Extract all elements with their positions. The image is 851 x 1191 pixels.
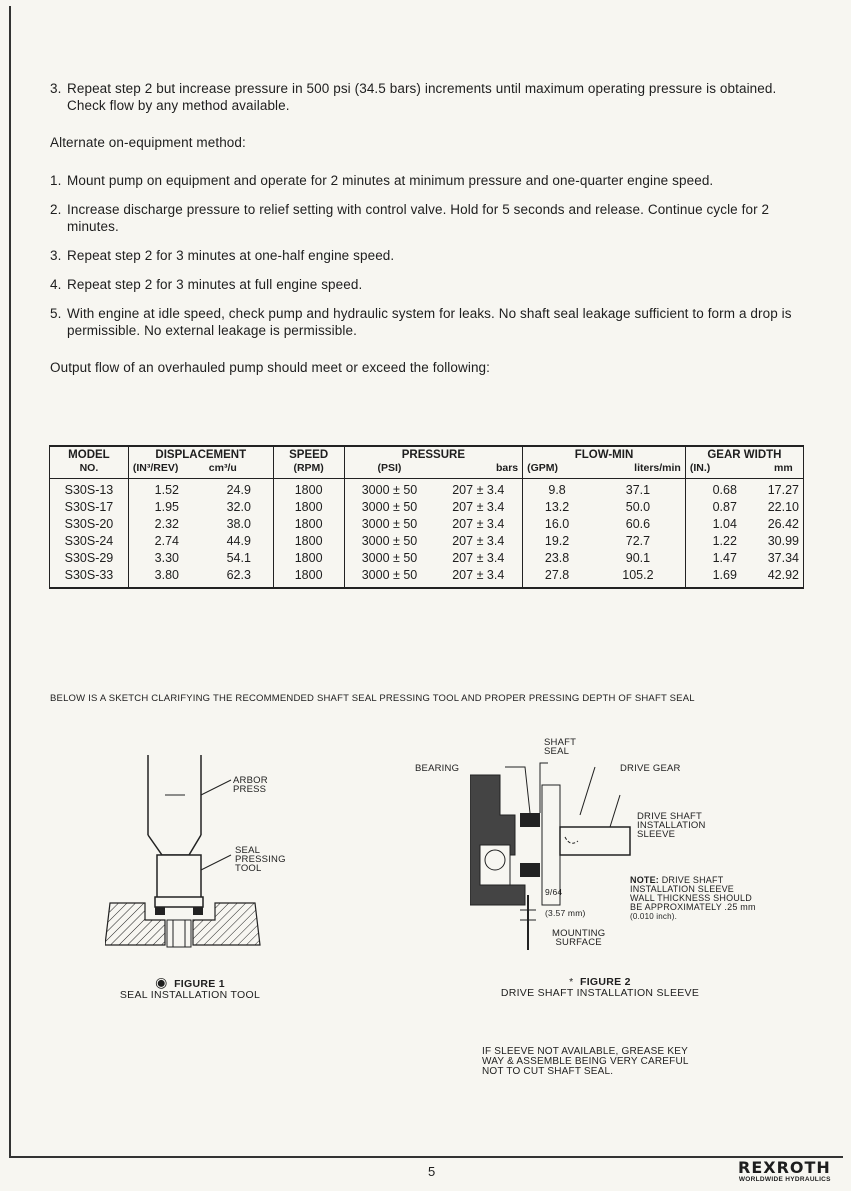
- output-flow-text: Output flow of an overhauled pump should meet or exceed the following:: [50, 360, 491, 375]
- col-pressure: PRESSURE: [344, 446, 523, 462]
- grease-note: IF SLEEVE NOT AVAILABLE, GREASE KEY WAY & ASSEMBLE BEING VERY CAREFUL NOT TO CUT SHAFT SEAL.: [482, 1046, 689, 1077]
- depth-fraction-label: 9/64: [545, 887, 563, 897]
- mounting-surface-label: MOUNTING SURFACE: [552, 928, 606, 948]
- col-disp-in: (IN³/REV): [128, 462, 204, 479]
- asterisk-icon: *: [569, 976, 574, 988]
- col-model-sub: NO.: [50, 462, 129, 479]
- alt-step-4: 4. Repeat step 2 for 3 minutes at full engine speed.: [50, 277, 363, 292]
- col-gear-mm: mm: [764, 462, 804, 479]
- figure1-drawing: [105, 755, 345, 975]
- depth-mm-label: (3.57 mm): [545, 908, 586, 918]
- col-model: MODEL: [50, 446, 129, 462]
- col-flow-gpm: (GPM): [523, 462, 591, 479]
- figure2-drawing: [470, 755, 650, 955]
- table-row: S30S-24 2.74 44.9 1800 3000 ± 50 207 ± 3.4 19.2 72.7 1.22 30.99: [50, 533, 804, 550]
- col-gear-width: GEAR WIDTH: [707, 449, 782, 461]
- intro-step: 3. Repeat step 2 but increase pressure in 500 psi (34.5 bars) increments until maximum operating pressure is obtained. Check flow by any method available.: [50, 81, 777, 113]
- figure2-caption: * FIGURE 2 DRIVE SHAFT INSTALLATION SLEEVE: [500, 976, 700, 999]
- table-row: S30S-33 3.80 62.3 1800 3000 ± 50 207 ± 3.4 27.8 105.2 1.69 42.92: [50, 567, 804, 588]
- col-gear-in: (IN.): [685, 462, 763, 479]
- alt-step-5: 5. With engine at idle speed, check pump and hydraulic system for leaks. No shaft seal leakage sufficient to form a drop is permissible. No external leakage is permissible.: [50, 306, 792, 338]
- sketch-note: BELOW IS A SKETCH CLARIFYING THE RECOMMENDED SHAFT SEAL PRESSING TOOL AND PROPER PRESSING DEPTH OF SHAFT SEAL: [50, 693, 695, 704]
- col-flow: FLOW-MIN: [523, 446, 686, 462]
- arbor-press-label: ARBOR PRESS: [233, 775, 268, 795]
- table-row: S30S-17 1.95 32.0 1800 3000 ± 50 207 ± 3.4 13.2 50.0 0.87 22.10: [50, 499, 804, 516]
- col-flow-lpm: liters/min: [591, 462, 685, 479]
- table-subheader-row: [50, 462, 804, 479]
- col-speed-sub: (RPM): [273, 462, 344, 479]
- alt-method-heading: Alternate on-equipment method:: [50, 135, 246, 150]
- shaft-seal-label: SHAFT SEAL: [544, 737, 577, 757]
- col-disp-cm: cm³/u: [205, 462, 273, 479]
- spec-table: [49, 445, 804, 589]
- rexroth-logo: REXROTH WORLDWIDE HYDRAULICS: [738, 1158, 831, 1183]
- seal-pressing-tool-label: SEAL PRESSING TOOL: [235, 845, 286, 874]
- table-header-row: [50, 446, 804, 462]
- target-icon: ◉: [155, 974, 168, 990]
- page-number: 5: [428, 1164, 436, 1179]
- alt-step-3: 3. Repeat step 2 for 3 minutes at one-half engine speed.: [50, 248, 395, 263]
- table-row: S30S-29 3.30 54.1 1800 3000 ± 50 207 ± 3.4 23.8 90.1 1.47 37.34: [50, 550, 804, 567]
- bearing-label: BEARING: [415, 763, 460, 774]
- table-row: S30S-20 2.32 38.0 1800 3000 ± 50 207 ± 3.4 16.0 60.6 1.04 26.42: [50, 516, 804, 533]
- figure1-caption: ◉ FIGURE 1 SEAL INSTALLATION TOOL: [119, 974, 261, 1001]
- table-row: S30S-13 1.52 24.9 1800 3000 ± 50 207 ± 3.4 9.8 37.1 0.68 17.27: [50, 479, 804, 500]
- col-press-bars: bars: [434, 462, 522, 479]
- col-speed: SPEED: [273, 446, 344, 462]
- col-displacement: DISPLACEMENT: [128, 446, 273, 462]
- drive-gear-label: DRIVE GEAR: [620, 763, 681, 774]
- alt-step-1: 1. Mount pump on equipment and operate for 2 minutes at minimum pressure and one-quarter engine speed.: [50, 173, 714, 188]
- sleeve-thickness-note: NOTE: DRIVE SHAFT INSTALLATION SLEEVE WALL THICKNESS SHOULD BE APPROXIMATELY .25 mm (0.010 inch).: [630, 875, 756, 921]
- sleeve-label: DRIVE SHAFT INSTALLATION SLEEVE: [637, 811, 706, 840]
- alt-step-2: 2. Increase discharge pressure to relief setting with control valve. Hold for 5 seconds and release. Continue cycle for 2 minutes.: [50, 202, 770, 234]
- col-press-psi: (PSI): [344, 462, 434, 479]
- procedure-text: [50, 80, 805, 393]
